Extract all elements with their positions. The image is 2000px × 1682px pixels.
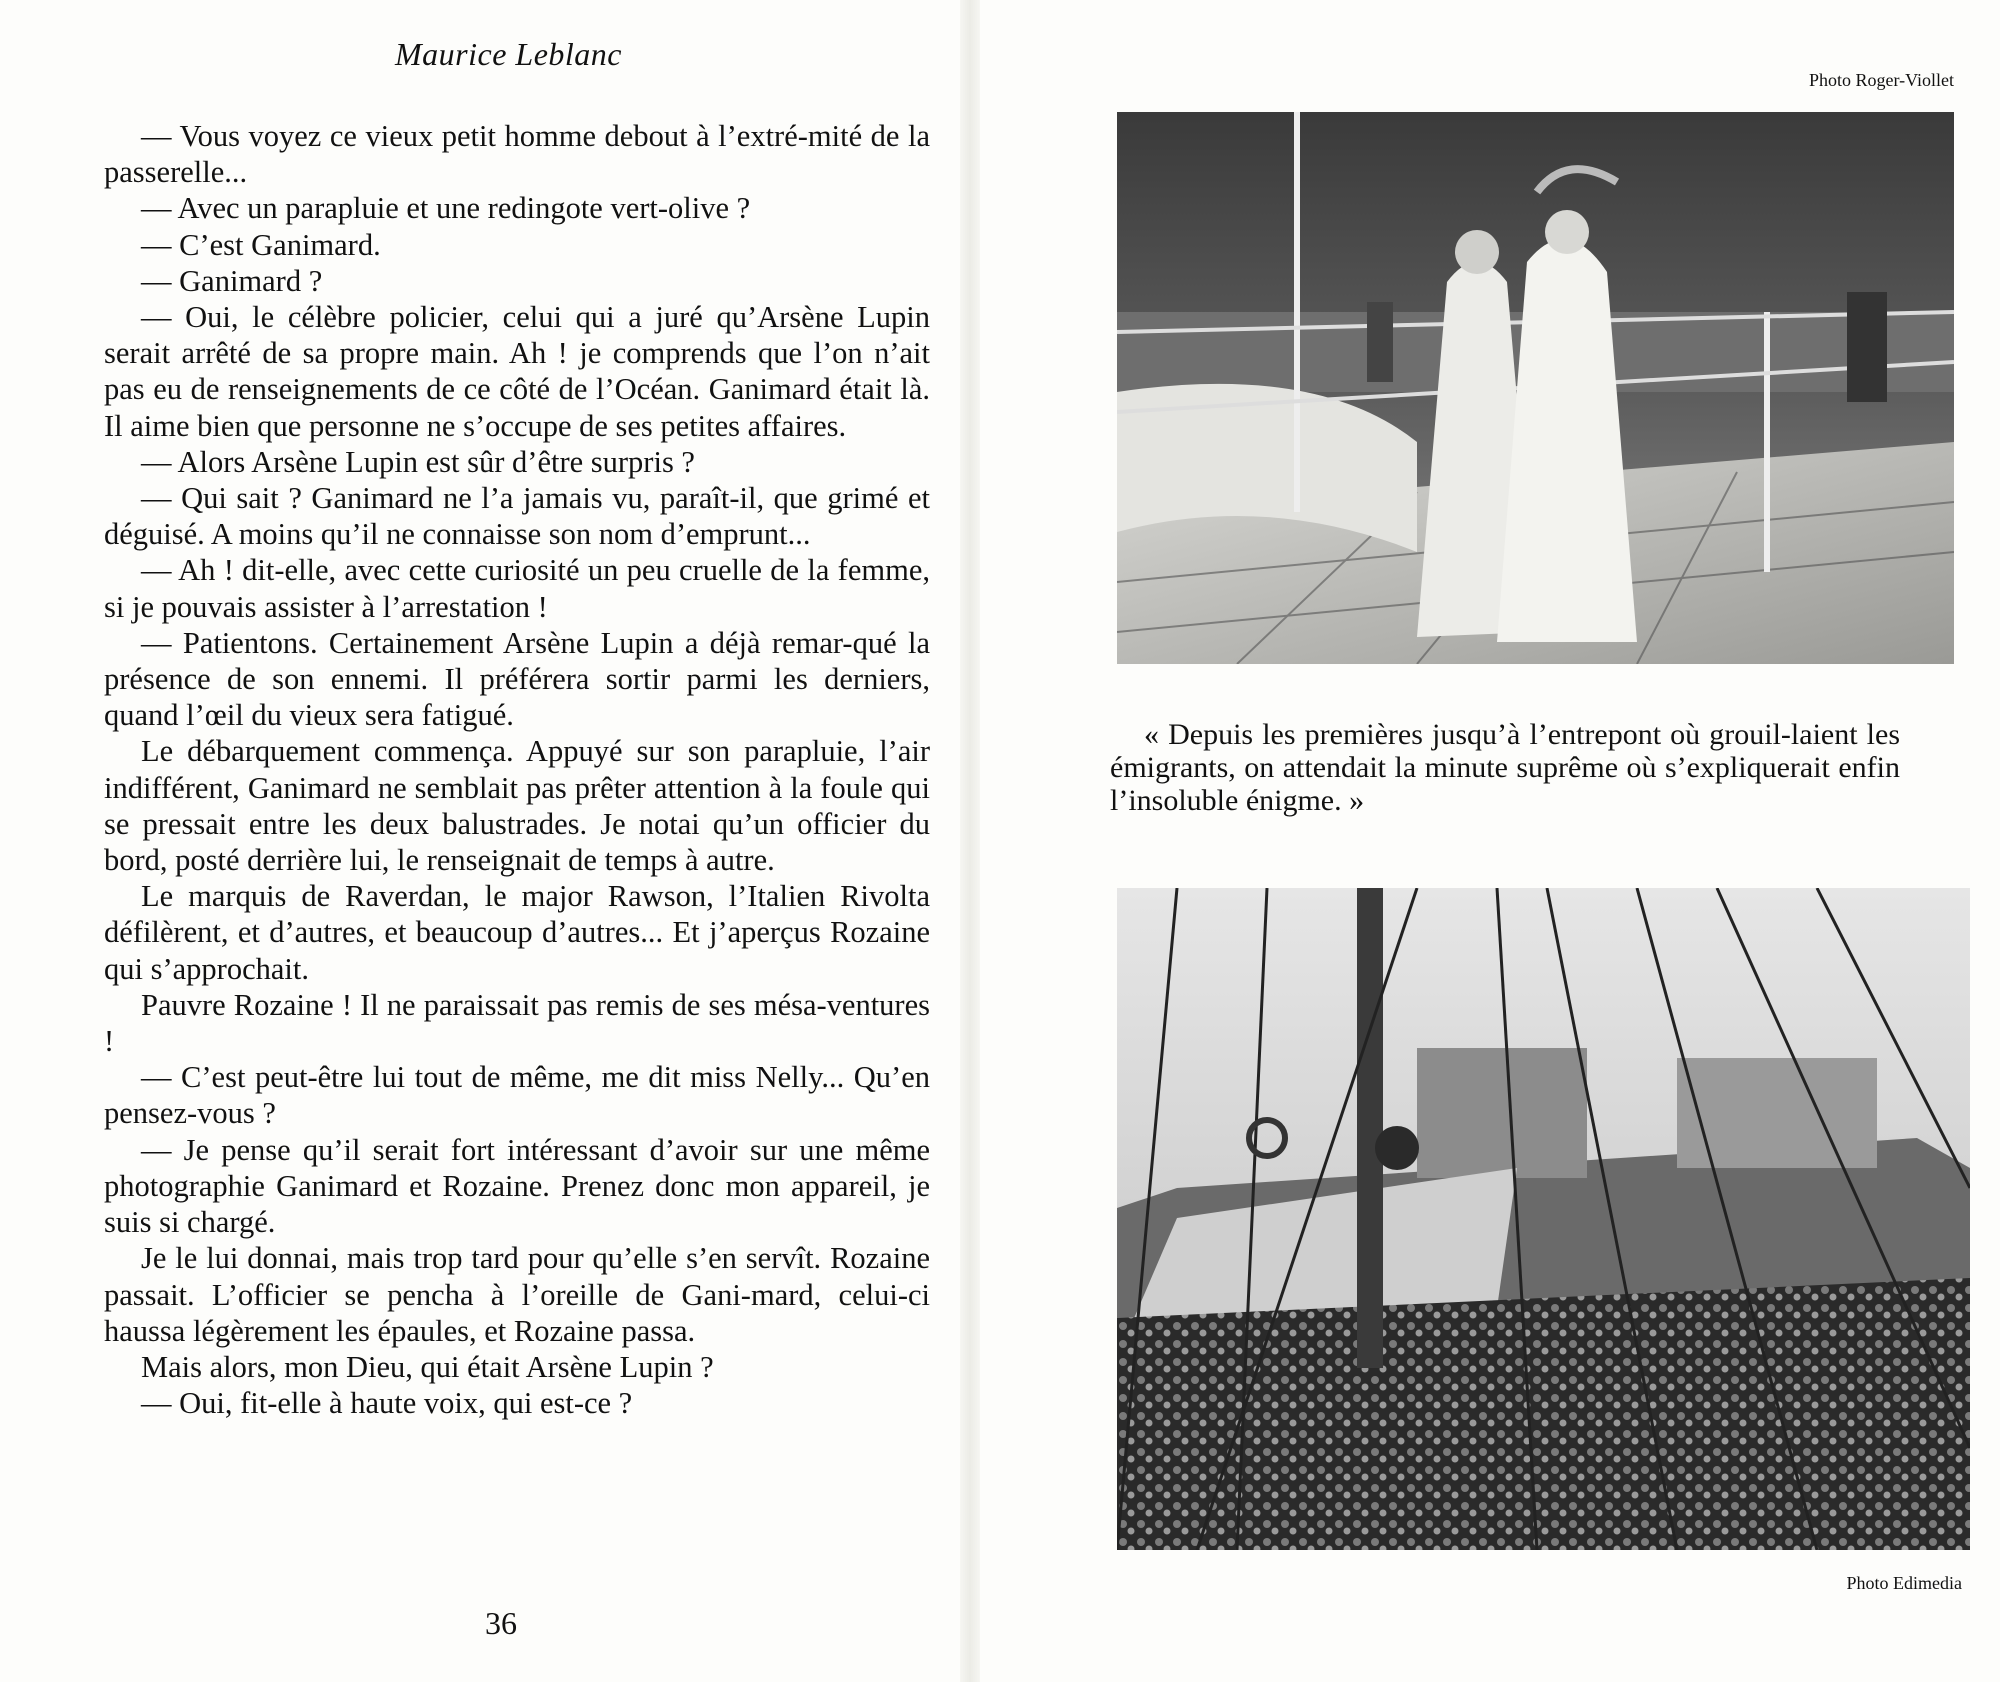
paragraph: Le débarquement commença. Appuyé sur son parapluie, l’air indifférent, Ganimard ne semblait pas prêter attention à la foule qui se pressait entre les deux balustrades. Je notai qu’un officier du bord, posté derrière lui, le renseignait de temps à autre. [104, 734, 930, 878]
paragraph: Le marquis de Raverdan, le major Rawson, l’Italien Rivolta défilèrent, et d’autres, et beaucoup d’autres... Et j’aperçus Rozaine qui s’approchait. [104, 879, 930, 986]
photo-credit-bottom: Photo Edimedia [1846, 1573, 1962, 1593]
paragraph: Je le lui donnai, mais trop tard pour qu’elle s’en servît. Rozaine passait. L’officier se pencha à l’oreille de Gani-mard, celui-ci haussa légèrement les épaules, et Rozaine passa. [104, 1241, 930, 1348]
page-number: 36 [485, 1605, 517, 1641]
paragraph: — Vous voyez ce vieux petit homme debout à l’extré-mité de la passerelle... [104, 119, 930, 190]
paragraph: Mais alors, mon Dieu, qui était Arsène Lupin ? [141, 1349, 714, 1384]
paragraph: — C’est Ganimard. [141, 227, 381, 262]
paragraph: — Patientons. Certainement Arsène Lupin a déjà remar-qué la présence de son ennemi. Il préférera sortir parmi les derniers, quand l’œil du vieux sera fatigué. [104, 625, 930, 733]
crowd-illustration [1117, 888, 1970, 1550]
paragraph: — Avec un parapluie et une redingote vert-olive ? [141, 191, 751, 226]
paragraph: Pauvre Rozaine ! Il ne paraissait pas remis de ses mésa-ventures ! [104, 987, 930, 1059]
running-head: Maurice Leblanc [395, 36, 622, 72]
paragraph: — Qui sait ? Ganimard ne l’a jamais vu, paraît-il, que grimé et déguisé. A moins qu’il ne connaisse son nom d’emprunt... [104, 481, 930, 552]
right-page [980, 0, 2000, 1682]
body-text [104, 118, 930, 1421]
paragraph: — Je pense qu’il serait fort intéressant d’avoir sur une même photographie Ganimard et Rozaine. Prenez donc mon appareil, je suis si chargé. [104, 1132, 930, 1240]
paragraph: — C’est peut-être lui tout de même, me dit miss Nelly... Qu’en pensez-vous ? [104, 1060, 930, 1131]
photo-women-on-deck [1117, 112, 1954, 664]
paragraph: — Ah ! dit-elle, avec cette curiosité un peu cruelle de la femme, si je pouvais assister à l’arrestation ! [104, 553, 930, 624]
deck-illustration [1117, 112, 1954, 664]
photo-credit-top: Photo Roger-Viollet [1808, 70, 1954, 90]
photo-caption: « Depuis les premières jusqu’à l’entrepont où grouil-laient les émigrants, on attendait la minute suprême où s’expliquerait enfin l’insoluble énigme. » [1110, 718, 1900, 817]
paragraph: — Ganimard ? [141, 263, 323, 298]
book-gutter [960, 0, 980, 1682]
paragraph: — Oui, le célèbre policier, celui qui a juré qu’Arsène Lupin serait arrêté de sa propre main. Ah ! je comprends que l’on n’ait pas eu de renseignements de ce côté de l’Océan. Ganimard était là. Il aime bien que personne ne s’occupe de ses petites affaires. [104, 300, 930, 443]
left-page [0, 0, 960, 1682]
paragraph: — Alors Arsène Lupin est sûr d’être surpris ? [141, 444, 695, 479]
photo-emigrants-deck [1117, 888, 1970, 1550]
paragraph: — Oui, fit-elle à haute voix, qui est-ce ? [141, 1386, 633, 1421]
